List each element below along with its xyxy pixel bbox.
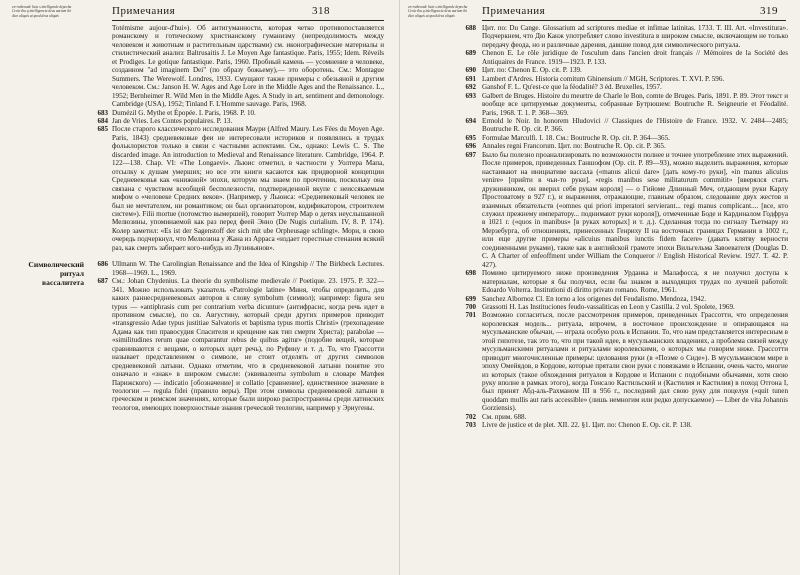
note-continuation (112, 24, 384, 109)
note-688 (465, 24, 788, 49)
note-text: Было бы полезно проанализировать по возможности полнее и точнее употребление этих выражений. После примеров, приведенных Ганшофом (Op. cit. P. 89—93), можно выделить выражения, которые настаивают на инициативе вассала («manus alicui dare» [дать кому-то руки], «in manus alicuius venire» [прийти в чьи-то руки], «regis manibus sese militaturum commitit» [вверялся статъ дружинником, он вверил себя рукам короля] — о Гийоме Длинный Меч, отдающем руки Карлу Простоватому в 927 г.), и выражения, отражающие, главным образом, следование двух жестов и взаимных обязательств («omnes qui priori imperatori servierant... regi manus complicant.... [все, кто служил прежнему императору... поднимают руки короля]), отмеченные Боде и Кардиналом Годфруа в 1021 г. («quos in manibus» [в руках которых] и т. д.). Сделанная тогда по сигналу Тьетмару из Мерзебурга, об отношениях, принесенных Генриху II на восточных границах Германии в 1002 г., или еще другие примеры «alicuius manibus iunctis fidem facere» (давать клятву верности соединенными руками), такие как в английской грамоте эпохи Вильгельма Завоевателя (Douglas D. C. A Charter of enfeoffment under William the Conqueror // English Historical Review. 1927. T. 42. P. 427). (482, 150, 788, 269)
note-text: См.: Johan Chydenius. La theorie du symbolisme medievale // Poetique. 23. 1975. P. 322—341. Можно использовать указатель «Patrologie latine» Миня, чтобы определить, для каких раннесредневековых авторов к слову symbolum (символ); например: figura seu typus — «antiphrasis cum per contrarium verba dicuntur» (антифрасис, когда речь идет в противном смысле), по св. Августину, который среди других примеров приводит «transgressio Adae typus justitiae Salvatoris et baptisma typus mortis Christi» (грехопадение Адама как тип правосудия Спасителя и крещение как тип смерти Христа); parabolae — «similitudines rerum quae comparantur rebus de quibus agitur» (подобие вещей, которые сравниваются с вещами, о которых идет речь), по Руфину и т. д. То, что Грассотти называет представлением о символе, не стоит отделять от других символов средневековой латыни. Однако отметим, что в средневековой латыни понятие это означало и «знак» в широком смысле: (эквиваленты symbolum в словаре Матфея Парижского) — indicatio [обозначение] и collatio [сравнение], единственное значение в теологии — regula fidei (правило веры). При этом символы средневековой латыни в греческом и римском значениях, которые были широко распространены среди латинских теологов, имеющих поверхностные знания греческой теологии, например у Эриугены. (112, 277, 384, 412)
note-text: Totémisme aujour-d'hui»). Об антигуманности, которая четко противопоставляется романскому и готическому христианскому гуманизму (непреодолимость между человеком и животным и растительным царствами) см. иконографические материалы и стилистический анализ: Baltrusaitis J. Le Moyen Age fantastique. Paris, 1955; Idem. Réveils et Prodiges. Le gotique fantastique. Paris, 1960. Пробный камень — усомнение в человеке, созданном "ad imaginem Dei" (по образу божьему),— это оборотень. См.: Montague Summers. The Werewolf. Londres, 1933. Смущают также примеры с обезьяной и другим человеком. См.: Janson H. W. Ages and Age Lore in the Middle Ages and the Renaissance. L., 1952; Bernheimer R. Wild Men in the Middle Ages. A Study in art, sentiment and demonology. Cambridge (USA), 1952; Tinland F. L'Homme sauvage. Paris, 1968. (112, 24, 384, 109)
note-694 (465, 116, 788, 134)
note-text: Помимо цитируемого ниже произведения Урданка и Малафосса, я не получил доступа к материалам, которые я бы получил, если бы знаком в выходящих трудах по лучшей работой: Edoardo Volterra. Institutioni di diritto privato romano. Rome, 1961. (482, 269, 788, 295)
note-703 (465, 421, 788, 430)
running-title: Примечания (482, 5, 546, 17)
running-title: Примечания (112, 5, 176, 17)
note-number: 702 (465, 412, 476, 421)
note-text: Sanchez Albornoz Cl. En torno a los origenes del Feudalismo. Mendoza, 1942. (482, 294, 707, 303)
note-number: 692 (465, 83, 476, 92)
note-text: Возможно согласиться, после рассмотрения примеров, приведенных Грассотти, что определения королевская модель... ритуала, впрочем, в восточное происхождение и опирающаяся на мусульманские обычаи, — играла особую роль в Испании. То, что нам представляется интересным в этой гипотезе, так это то, что при такой идее, в мусульманских владениях, а проблема связей между мусульманскими ритуалами и ритуалами королевскими, о которых мы говорим ниже. Грассотти приводит многочисленные примеры: целования руки (в «Поэме о Сиде»). В мусульманском мире в эпоху Омейядов, в Кордове, которые прятали свои руки с повязками в Испании, очень часто, многие из которых (такое обхождения ритуалов в Кордове и Испании с подобными обычаями, хотя свою руку вполне в рамках этого), когда Гонсало Кастильский и (Кастилия и Кастилия) в поход Отгона I, был принят Абд-аль-Рахманом III в 956 г., последний дал свою руку для поцелуя («quit tunen quoddam mullis aut raris accessible» (лишь немногим или редко допускаемое) — Liber de vita Johannis Gorziensis). (482, 311, 788, 413)
note-number: 695 (465, 133, 476, 142)
page-number: 318 (312, 5, 330, 17)
note-number: 703 (465, 421, 476, 430)
note-text: Цит. по: Chenon E. Op. cit. P. 139. (482, 66, 582, 75)
note-number: 683 (97, 108, 108, 117)
note-number: 686 (97, 260, 108, 269)
header-rule (112, 20, 384, 21)
note-text: Ganshof F. L. Qu'est-ce que la féodalité? 3 éd. Bruxelles, 1957. (482, 83, 662, 92)
note-700 (465, 302, 788, 311)
note-693 (465, 91, 788, 117)
notes-body (465, 24, 788, 430)
note-number: 701 (465, 311, 476, 320)
printer-mark-icon: en-rothenode lictu s intelligende depechu Cenie tha q intelligencia deus aurium ibi dico aliquis ut quod deus aliquis (12, 5, 72, 18)
page-number: 319 (760, 5, 778, 17)
note-number: 697 (465, 150, 476, 159)
note-number: 696 (465, 142, 476, 151)
note-text: Jan de Vries. Les Contes populaires. P. 13. (112, 116, 233, 125)
note-702 (465, 412, 788, 421)
note-689 (465, 49, 788, 66)
note-number: 685 (97, 125, 108, 134)
note-text: Livre de justice et de plet. XII. 22. §1. Цит. по: Chenon E. Op. cit. P. 138. (482, 421, 692, 430)
note-number: 700 (465, 302, 476, 311)
note-text: Dumézil G. Mythe et Épopée. I. Paris, 1968. P. 10. (112, 108, 256, 117)
note-685 (97, 125, 384, 252)
note-text: Grassotti H. Las Instituciones feudo-vassaliticas en Leon y Castilla. 2 vol. Spolete, 1969. (482, 302, 735, 311)
note-text: См. прим. 688. (482, 412, 527, 421)
note-text: Цит. по: Du Cange. Glossarium ad scriptores mediae et infimae latinitas. 1733. T. III. Art. «Investitura». Подчеркнем, что Дю Канж употребляет слово investitura в широком смысле, включающем не только передачу феода, но и различные дарения, давшие повод для символического ритуала. (482, 24, 788, 49)
note-number: 691 (465, 74, 476, 83)
note-text: После старого классического исследования Маури (Alfred Maury. Les Fées du Moyen Age. Paris, 1843) средневековые феи не интересовали историков и появлялись в трудах фольклористов только в связи с частными аспектами. См., однако: Lewis C. S. The discarded image. An introduction to Medieval and Renaissance literature. Cambridge, 1964. P. 122—138. Chap. VI: «The Longaevi». Льюис отметил, в частности у Уолтера Мапа, отсылку к душам умерших; но все эти книги касаются как придворной концепции Средневековья как «книжной» эпохи, которую мы знаем по прочтении, поскольку она связана с чувством всеобщей бесполезности, подтвержденной вкупе с неиссякаемым мифом о «человеке Средних веков». (Например, у Льюиса: «Средневековый человек не был не мечтателем, ни романтиком; он был организатором, кодификатором, строителем систем»). Filii mortue (потомство вымершей), говорит Уолтер Map о детях неуслышанной Мелюзины, упоминаемой как раз перед феей Эннo (De Nugis curialium. IV, 8. P. 174). Колер заметил: «Es ist der Sagenstoff der sich mit ube Orpheusage schlingt». Мори, в свою очередь подчеркнул, что Мелюзина у Жана из Арраса «издает горестные стенания всякий раз, как смерть забирает кого-нибудь из Лузиньянов». (112, 125, 384, 252)
note-number: 699 (465, 294, 476, 303)
note-text: Chenon E. Le rôle juridique de l'osculum dans l'ancien droit français // Mémoires de la Société des Antiquaires de France. 1919—1923. P. 133. (482, 49, 788, 66)
note-690 (465, 66, 788, 75)
header-rule (482, 20, 786, 21)
note-number: 689 (465, 49, 476, 58)
right-page (400, 0, 800, 575)
note-text: Galbert de Bruges. Histoire du meurtre de Charle le Bon, comte de Bruges. Paris, 1891. P. 89. Этот текст и вообще все цитируемые документы, собранные Бутрюшем: Boutruche R. Seigneurie et Féodalité. Paris, 1968. T. 1. P. 368—369. (482, 91, 788, 117)
note-number: 684 (97, 116, 108, 125)
note-text: Ermold le Noir. In honorem Hludovici // Classiques de l'Histoire de France. 1932. V. 2484—2485; Boutruche R. Op. cit. P. 366. (482, 116, 788, 134)
note-number: 698 (465, 269, 476, 278)
note-687 (97, 277, 384, 412)
note-691 (465, 74, 788, 83)
note-text: Annales regni Francorum. Цит. по: Boutruche R. Op. cit. P. 365. (482, 142, 666, 151)
marginal-heading: Символический ритуал вассалитета (28, 260, 84, 288)
note-698 (465, 269, 788, 295)
note-number: 694 (465, 116, 476, 125)
note-696 (465, 142, 788, 151)
note-number: 690 (465, 66, 476, 75)
note-695 (465, 133, 788, 142)
note-684 (97, 116, 384, 125)
note-number: 693 (465, 91, 476, 100)
note-text: Formulae Marculfi. I. 18. См.: Boutruche R. Op. cit. P. 364—365. (482, 133, 670, 142)
printer-mark-icon: en-rothenode lictu s intelligende depechu Cenie tha q intelligencia deus aurium ibi dico aliquis ut quod deus aliquis (408, 5, 468, 18)
note-701 (465, 311, 788, 413)
section-gap (112, 252, 384, 260)
note-number: 688 (465, 24, 476, 32)
note-699 (465, 294, 788, 303)
note-text: Ullmann W. The Carolingian Renaissance and the Idea of Kingship // The Birkbeck Lectures. 1968—1969. L., 1969. (112, 260, 384, 277)
note-683 (97, 108, 384, 117)
note-697 (465, 150, 788, 269)
note-692 (465, 83, 788, 92)
note-text: Lambert d'Ardres. Historia comitum Ghinensium // MGH, Scriptores. T. XVI. P. 596. (482, 74, 725, 83)
notes-body (28, 24, 384, 412)
note-number: 687 (97, 277, 108, 286)
